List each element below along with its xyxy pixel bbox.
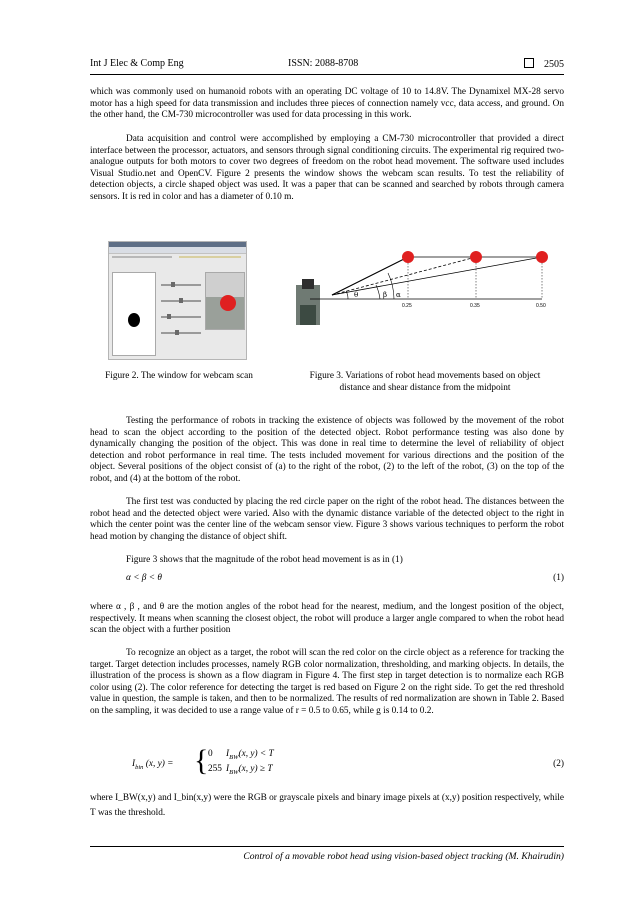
tick-label-035: 0.35 — [470, 303, 480, 309]
figure-3-caption-line-1: Figure 3. Variations of robot head movements based on object — [309, 371, 541, 381]
slider-2-knob — [179, 298, 183, 303]
header-rule — [90, 74, 564, 75]
paragraph-3: Testing the performance of robots in tracking the existence of objects was followed by the movement of the robot head to scan the object according to the position of the detected object. Robot performance testing was also done by dynamically changing the position of the object. This was done in real time to determine the level of reliability of object detection and robot performance in real time. The tests included movement for various directions and the position of the object. Several positions of the object consist of (a) to the right of the robot, (2) to the left of the robot, (3) on the top of the robot, and (4) at the bottom of the robot. — [90, 416, 564, 484]
paragraph-7: To recognize an object as a target, the robot will scan the red color on the circle object as a reference for tracking the target. Target detection includes processes, namely RGB color normalization, thresholding, and marking objects. In details, the illustration of the process is shown as a flow diagram in Figure 4. The first step in target detection is to normalize each RGB color using (2). The color reference for detecting the target is red based on Figure 2 on the right side. To get the red threshold value in question, the sample is taken, and then to be normalized. The results of red normalization are shown in Table 2. Based on the sampling, it was decided to use a range value of r = 0.5 to 0.65, while g is 0.14 to 0.2. — [90, 648, 564, 716]
page-number-group — [524, 58, 564, 70]
menu-row — [112, 256, 172, 258]
equation-2-number: (2) — [553, 759, 564, 769]
figure-3-diagram — [296, 243, 551, 335]
paragraph-6: where α , β , and θ are the motion angles of the robot head for the nearest, medium, and the longest position of the object, respectively. It means when scanning the closest object, the robot will produce a larger angle compared to when the robot head scan the object with a further position — [90, 602, 564, 636]
slider-1 — [161, 284, 201, 286]
equation-2-brace: { — [194, 744, 209, 777]
checkbox-icon — [524, 58, 534, 68]
paragraph-8: where I_BW(x,y) and I_bin(x,y) were the RGB or grayscale pixels and binary image pixels at (x,y) position respectively, while T was the threshold. — [90, 793, 564, 818]
black-circle-object — [128, 313, 140, 327]
page-number: 2505 — [544, 59, 564, 70]
footer-rule — [90, 846, 564, 847]
angle-label-alpha: α — [396, 291, 401, 299]
slider-4 — [161, 332, 201, 334]
camera-panel-right — [205, 272, 245, 330]
equation-1-number: (1) — [553, 573, 564, 583]
figure-3-caption — [286, 371, 564, 394]
running-header — [90, 58, 564, 74]
slider-1-knob — [171, 282, 175, 287]
paragraph-4: The first test was conducted by placing the red circle paper on the right of the robot head. The distances between the robot head and the detected object were varied. Also with the dynamic distance variable of the detected object to the right in which the center point was the center line of the webcam sensor view. Figure 3 shows various techniques to perform the robot head motion by changing the distance of object shift. — [90, 497, 564, 542]
paragraph-2: Data acquisition and control were accomplished by employing a CM-730 microcontroller that provided a direct interface between the processor, actuators, and sensors through signal conditioning circuits. The experimental rig required two-analogue outputs for both motors to cover two degrees of freedom on the robot head movement. The software used includes Visual Studio.net and OpenCV. Figure 2 presents the window shows the webcam scan results. To test the reliability of detection objects, a circle shaped object was used. It was a paper that can be scanned and searched by robots through camera sensors. It is red in color and has a diameter of 0.10 m. — [90, 134, 564, 202]
figure-2-webcam-window — [108, 241, 247, 360]
status-row — [179, 256, 241, 258]
window-toolbar — [109, 247, 246, 254]
equation-1: α < β < θ — [126, 573, 162, 583]
sight-line-medium — [332, 257, 476, 295]
journal-name: Int J Elec & Comp Eng — [90, 58, 184, 69]
robot-body — [300, 305, 316, 325]
paragraph-1: which was commonly used on humanoid robots with an operating DC voltage of 10 to 14.8V. The Dynamixel MX-28 servo motor has a high speed for data transmission and includes three pieces of connection namely vcc, data access, and ground. On the other hand, the CM-730 microcontroller was used for data processing in this work. — [90, 87, 564, 121]
slider-4-knob — [175, 330, 179, 335]
equation-2 — [132, 744, 292, 781]
sight-line-nearest — [332, 257, 408, 295]
equation-2-lhs: $I_{bin}$ (x, y) = — [132, 759, 174, 771]
issn: ISSN: 2088-8708 — [288, 58, 359, 69]
target-longest — [536, 251, 548, 263]
figure-3-caption-line-2: distance and shear distance from the midpoint — [339, 382, 511, 393]
sight-line-longest — [332, 257, 542, 295]
running-footer: Control of a movable robot head using vision-based object tracking (M. Khairudin) — [243, 851, 564, 862]
angle-label-beta: β — [383, 291, 388, 299]
slider-3-knob — [167, 314, 171, 319]
target-nearest — [402, 251, 414, 263]
figure-2-caption: Figure 2. The window for webcam scan — [105, 371, 253, 381]
camera-panel-left — [112, 272, 156, 356]
tick-label-025: 0.25 — [402, 303, 412, 309]
tick-label-050: 0.50 — [536, 303, 546, 309]
red-circle-object — [220, 295, 236, 311]
robot-head — [302, 279, 314, 289]
angle-arc-alpha — [388, 273, 394, 299]
target-medium — [470, 251, 482, 263]
angle-arc-beta — [376, 285, 380, 299]
angle-label-theta: θ — [354, 291, 359, 299]
equation-2-case-1: 0 $I_{BW}(x$, y) < T — [208, 749, 274, 761]
equation-2-case-2: 255 $I_{BW}(x$, y) ≥ T — [208, 764, 273, 776]
paragraph-5: Figure 3 shows that the magnitude of the robot head movement is as in (1) — [126, 555, 403, 565]
